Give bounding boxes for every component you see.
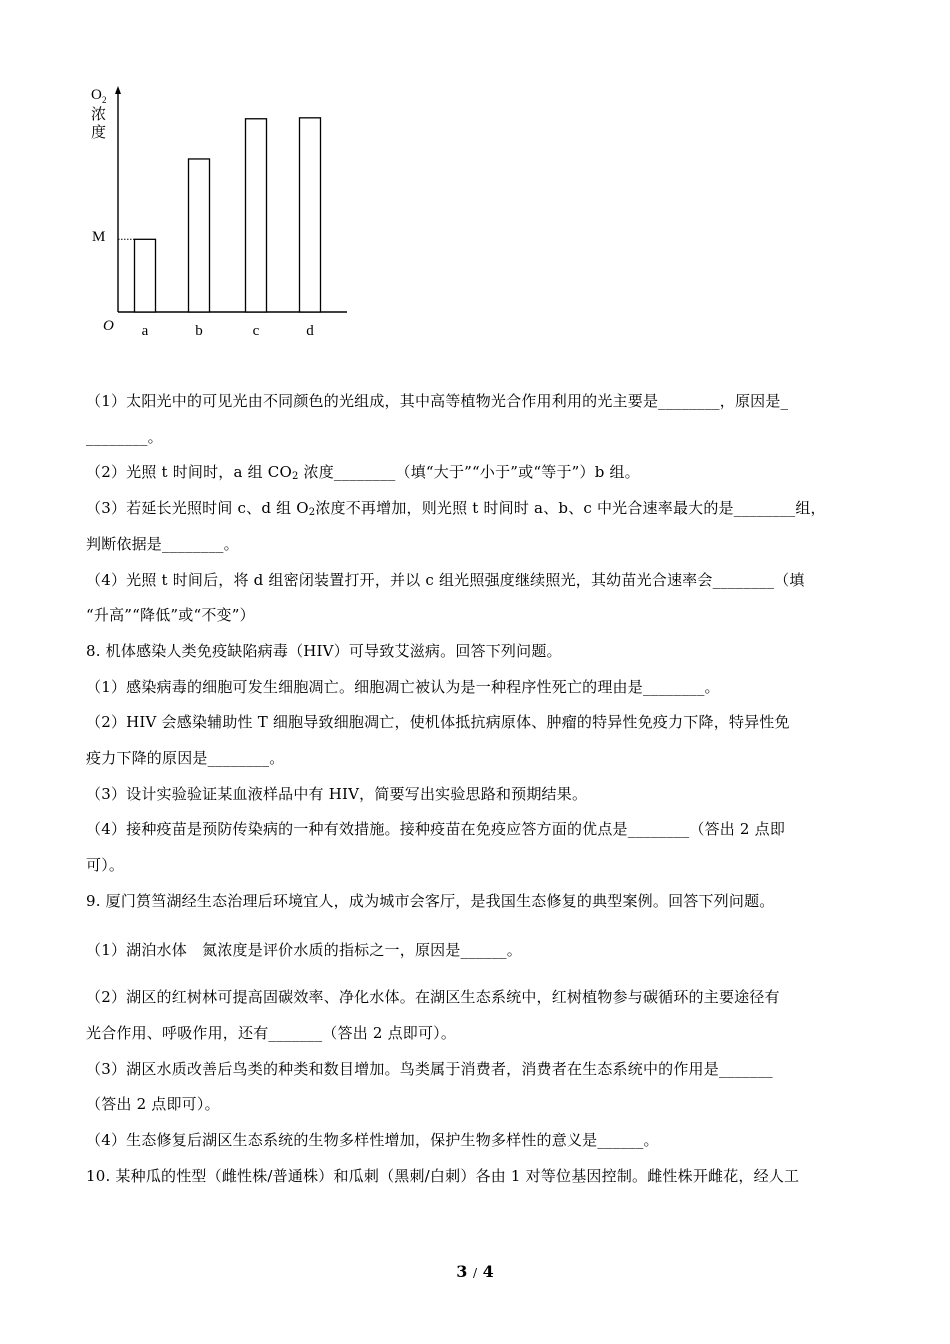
ylabel-char-2: 度: [91, 125, 107, 141]
q9-part3-line2: （答出 2 点即可）。: [86, 1095, 220, 1113]
bar-b: [189, 159, 210, 312]
q7-part2-post: 浓度________（填“大于”“小于”或“等于”）b 组。: [298, 463, 640, 481]
q7-part1-line1: （1）太阳光中的可见光由不同颜色的光组成，其中高等植物光合作用利用的光主要是________，原因是_: [86, 392, 789, 410]
q8-part4-line1: （4）接种疫苗是预防传染病的一种有效措施。接种疫苗在免疫应答方面的优点是________（答出 2 点即: [86, 820, 786, 838]
ylabel-o: O: [91, 87, 102, 103]
chart-bars: [135, 118, 321, 312]
q7-part4-line1: （4）光照 t 时间后，将 d 组密闭装置打开，并以 c 组光照强度继续照光，其幼苗光合速率会________（填: [86, 571, 805, 589]
q7-part3-post: 浓度不再增加，则光照 t 时间时 a、b、c 中光合速率最大的是________组，: [315, 499, 826, 517]
q7-part3-sub: 2: [308, 507, 316, 518]
q7-part3-line2: 判断依据是________。: [86, 535, 239, 553]
q10-heading: 10. 某种瓜的性型（雌性株/普通株）和瓜刺（黑刺/白刺）各由 1 对等位基因控制。雌性株开雌花，经人工: [86, 1167, 800, 1185]
x-tick-label-b: b: [195, 323, 203, 339]
q7-part2: [86, 462, 640, 482]
origin-label: O: [103, 318, 114, 334]
q7-part2-sub: 2: [291, 471, 299, 482]
q7-part3-pre: （3）若延长光照时间 c、d 组 O: [86, 499, 309, 517]
ylabel-sub: 2: [102, 95, 107, 105]
q8-part2-line1: （2）HIV 会感染辅助性 T 细胞导致细胞凋亡，使机体抵抗病原体、肿瘤的特异性免疫力下降，特异性免: [86, 713, 790, 731]
ylabel-char-1: 浓: [91, 107, 107, 123]
bar-c: [246, 119, 267, 312]
y-axis-label: [91, 87, 107, 141]
q7-part3-line1: [86, 498, 826, 518]
q8-part2-line2: 疫力下降的原因是________。: [86, 749, 285, 767]
q9-part4: （4）生态修复后湖区生态系统的生物多样性增加，保护生物多样性的意义是______。: [86, 1131, 659, 1149]
q7-part4-line2: “升高”“降低”或“不变”）: [86, 606, 255, 624]
q9-part2-line2: 光合作用、呼吸作用，还有_______（答出 2 点即可）。: [86, 1024, 457, 1042]
q7-part2-pre: （2）光照 t 时间时，a 组 CO: [86, 463, 292, 481]
x-tick-label-d: d: [306, 323, 314, 339]
q9-part3-line1: （3）湖区水质改善后鸟类的种类和数目增加。鸟类属于消费者，消费者在生态系统中的作用是_______: [86, 1060, 773, 1078]
page-separator: /: [472, 1266, 478, 1280]
q8-part3: （3）设计实验验证某血液样品中有 HIV，简要写出实验思路和预期结果。: [86, 785, 588, 803]
bar-a: [135, 239, 156, 312]
q8-heading: 8. 机体感染人类免疫缺陷病毒（HIV）可导致艾滋病。回答下列问题。: [86, 642, 562, 660]
q9-heading: 9. 厦门筼筜湖经生态治理后环境宜人，成为城市会客厅，是我国生态修复的典型案例。回答下列问题。: [86, 892, 775, 910]
page-number: [0, 1262, 950, 1281]
q8-part4-line2: 可）。: [86, 856, 125, 874]
page-current: 3: [456, 1262, 468, 1281]
x-tick-label-c: c: [252, 323, 260, 339]
y-axis-arrow: [115, 86, 121, 94]
q9-part1: （1）湖泊水体 氮浓度是评价水质的指标之一，原因是______。: [86, 941, 522, 959]
q7-part1-line2: ________。: [86, 428, 163, 446]
q9-part2-line1: （2）湖区的红树林可提高固碳效率、净化水体。在湖区生态系统中，红树植物参与碳循环的主要途径有: [86, 988, 780, 1006]
y-marker-label: M: [92, 229, 106, 245]
x-tick-label-a: a: [141, 323, 149, 339]
o2-concentration-bar-chart: [85, 80, 365, 350]
chart-x-labels: [142, 323, 315, 339]
page-total: 4: [482, 1262, 494, 1281]
bar-d: [300, 118, 321, 312]
q8-part1: （1）感染病毒的细胞可发生细胞凋亡。细胞凋亡被认为是一种程序性死亡的理由是________。: [86, 678, 720, 696]
